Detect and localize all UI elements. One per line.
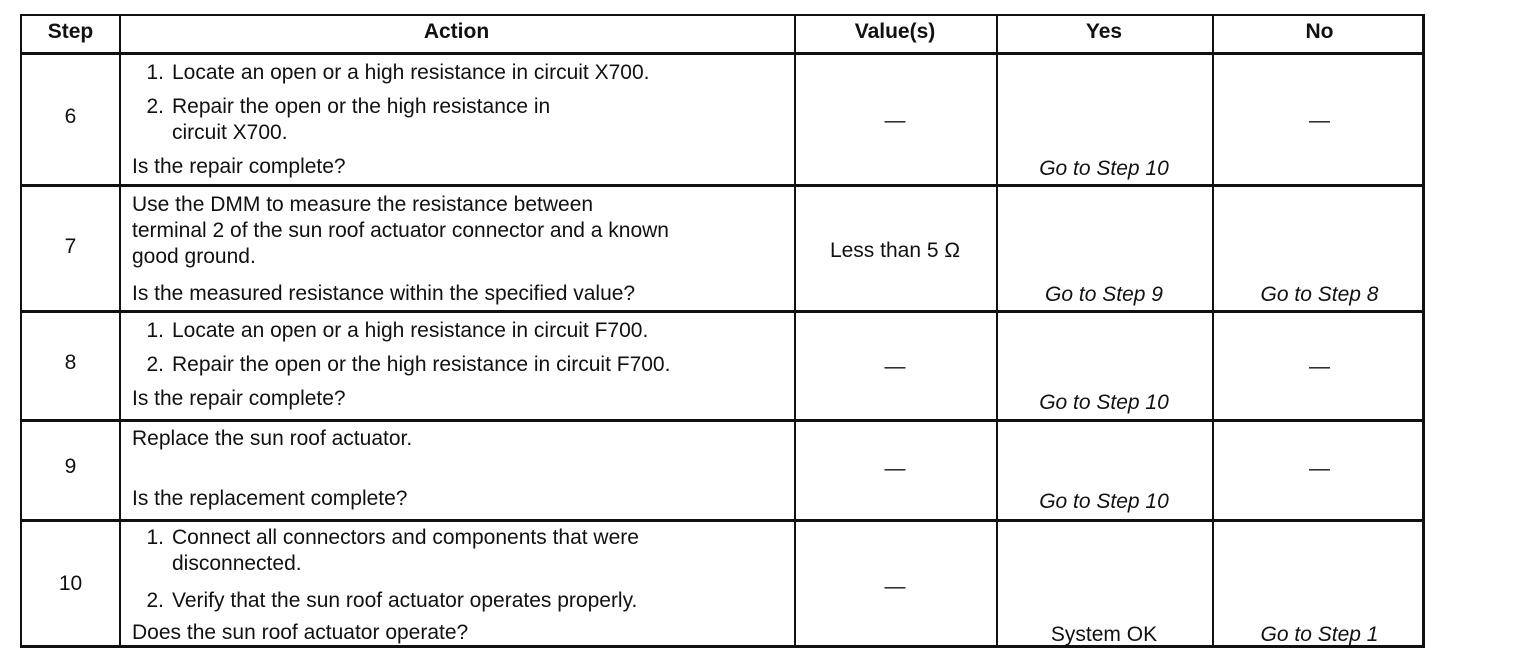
diagnostic-table [20,14,1425,648]
header-yes: Yes [1085,20,1123,43]
row-divider [22,419,1422,422]
action-question: Is the replacement complete? [132,487,408,510]
action-line: Replace the sun roof actuator. [132,427,413,450]
item-number: 2. [146,95,164,118]
item-number: 2. [146,353,164,376]
action-line: terminal 2 of the sun roof actuator connector and a known [132,219,669,242]
value-cell: — [884,109,906,132]
value-cell: — [884,355,906,378]
header-action: Action [423,20,490,43]
value-cell: Less than 5 Ω [829,239,961,262]
action-item [134,352,670,378]
no-cell: Go to Step 1 [1260,623,1379,646]
step-number: 7 [64,235,77,258]
row-divider [22,184,1422,187]
action-question: Is the measured resistance within the specified value? [132,282,636,305]
item-number: 1. [146,526,164,549]
column-divider [119,16,121,645]
item-text-continued: circuit X700. [172,121,288,144]
item-text: Repair the open or the high resistance in [172,95,551,118]
action-question: Is the repair complete? [132,155,346,178]
value-cell: — [884,575,906,598]
no-cell: — [1309,355,1330,378]
action-item [134,94,550,120]
row-divider [22,310,1422,313]
action-item [134,318,648,344]
action-line: good ground. [132,245,256,268]
header-values: Value(s) [854,20,936,43]
yes-cell: Go to Step 9 [1045,283,1163,306]
no-cell: — [1309,109,1330,132]
step-number: 8 [64,351,77,374]
item-text: Verify that the sun roof actuator operates properly. [172,589,638,612]
item-text: Locate an open or a high resistance in circuit F700. [172,319,649,342]
step-number: 6 [64,105,77,128]
item-text-continued: disconnected. [172,552,302,575]
row-divider [22,519,1422,522]
yes-cell: Go to Step 10 [1039,157,1169,180]
yes-cell: System OK [1050,623,1158,646]
row-divider [22,52,1422,55]
value-cell: — [884,457,906,480]
action-item [134,525,639,551]
yes-cell: Go to Step 10 [1039,391,1169,414]
item-text: Locate an open or a high resistance in circuit X700. [172,61,650,84]
action-item [134,60,649,86]
step-number: 10 [58,572,83,595]
header-step: Step [47,20,94,43]
item-text: Connect all connectors and components that were [172,526,639,549]
yes-cell: Go to Step 10 [1039,490,1169,513]
item-number: 1. [146,319,164,342]
item-number: 2. [146,589,164,612]
no-cell: Go to Step 8 [1260,283,1379,306]
no-cell: — [1309,457,1330,480]
column-divider [996,16,998,645]
header-no: No [1305,20,1334,43]
action-item [134,588,637,614]
item-text: Repair the open or the high resistance in circuit F700. [172,353,671,376]
action-question: Does the sun roof actuator operate? [132,621,469,644]
step-number: 9 [64,455,77,478]
action-line: Use the DMM to measure the resistance between [132,193,594,216]
item-number: 1. [146,61,164,84]
action-question: Is the repair complete? [132,387,346,410]
